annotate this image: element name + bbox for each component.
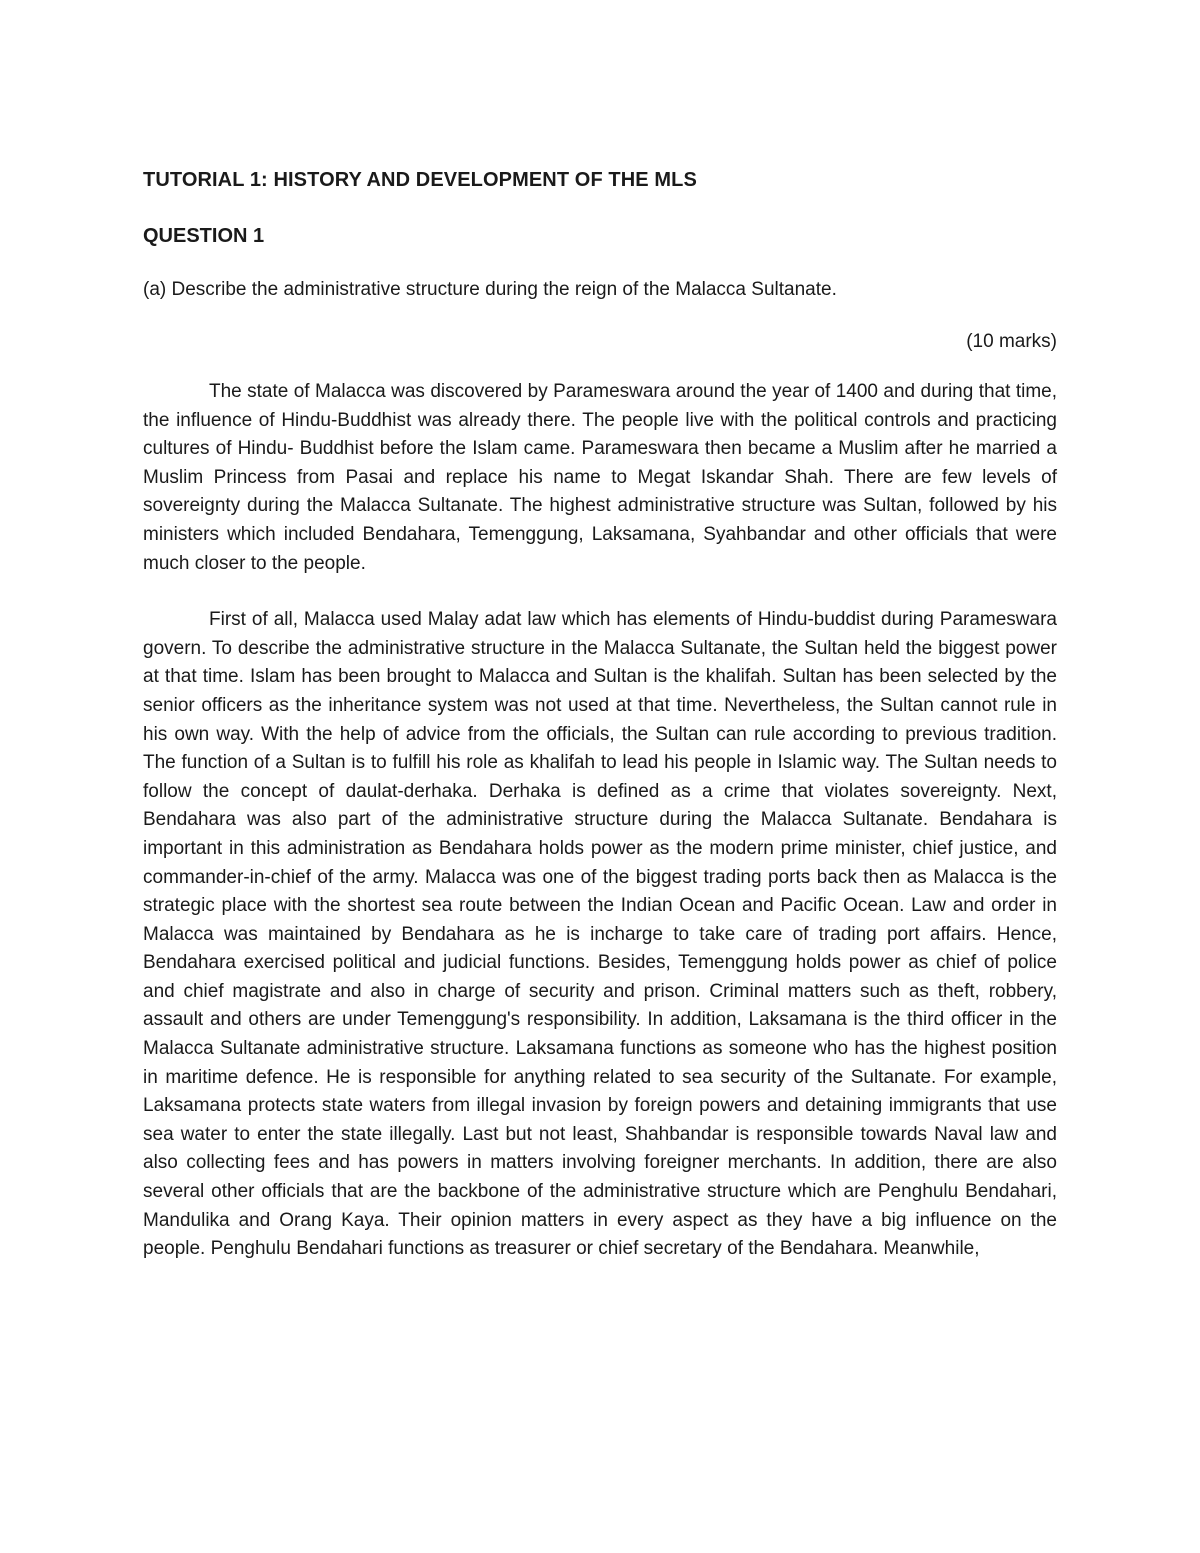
body-paragraph: The state of Malacca was discovered by Parameswara around the year of 1400 and during that time, the influence of Hindu-Buddhist was already there. The people live with the political controls and practicing cultures of Hindu- Buddhist before the Islam came. Parameswara then became a Muslim after he married a Muslim Princess from Pasai and replace his name to Megat Iskandar Shah. There are few levels of sovereignty during the Malacca Sultanate. The highest administrative structure was Sultan, followed by his ministers which included Bendahara, Temenggung, Laksamana, Syahbandar and other officials that were much closer to the people. bbox=[143, 381, 1057, 574]
question-heading: QUESTION 1 bbox=[143, 225, 265, 247]
document-title: TUTORIAL 1: HISTORY AND DEVELOPMENT OF THE MLS bbox=[143, 169, 697, 191]
body-paragraph: First of all, Malacca used Malay adat law which has elements of Hindu-buddist during Parameswara govern. To describe the administrative structure in the Malacca Sultanate, the Sultan held the biggest power at that time. Islam has been brought to Malacca and Sultan is the khalifah. Sultan has been selected by the senior officers as the inheritance system was not used at that time. Nevertheless, the Sultan cannot rule in his own way. With the help of advice from the officials, the Sultan can rule according to previous tradition. The function of a Sultan is to fulfill his role as khalifah to lead his people in Islamic way. The Sultan needs to follow the concept of daulat-derhaka. Derhaka is defined as a crime that violates sovereignty. Next, Bendahara was also part of the administrative structure during the Malacca Sultanate. Bendahara is important in this administration as Bendahara holds power as the modern prime minister, chief justice, and commander-in-chief of the army. Malacca was one of the biggest trading ports back then as Malacca is the strategic place with the shortest sea route between the Indian Ocean and Pacific Ocean. Law and order in Malacca was maintained by Bendahara as he is incharge to take care of trading port affairs. Hence, Bendahara exercised political and judicial functions. Besides, Temenggung holds power as chief of police and chief magistrate and also in charge of security and prison. Criminal matters such as theft, robbery, assault and others are under Temenggung's responsibility. In addition, Laksamana is the third officer in the Malacca Sultanate administrative structure. Laksamana functions as someone who has the highest position in maritime defence. He is responsible for anything related to sea security of the Sultanate. For example, Laksamana protects state waters from illegal invasion by foreign powers and detaining immigrants that use sea water to enter the state illegally. Last but not least, Shahbandar is responsible towards Naval law and also collecting fees and has powers in matters involving foreigner merchants. In addition, there are also several other officials that are the backbone of the administrative structure which are Penghulu Bendahari, Mandulika and Orang Kaya. Their opinion matters in every aspect as they have a big influence on the people. Penghulu Bendahari functions as treasurer or chief secretary of the Bendahara. Meanwhile, bbox=[143, 609, 1057, 1260]
document-content bbox=[143, 164, 1057, 1264]
marks-label: (10 marks) bbox=[966, 331, 1057, 352]
question-text: (a) Describe the administrative structure during the reign of the Malacca Sultanate. bbox=[143, 279, 837, 300]
